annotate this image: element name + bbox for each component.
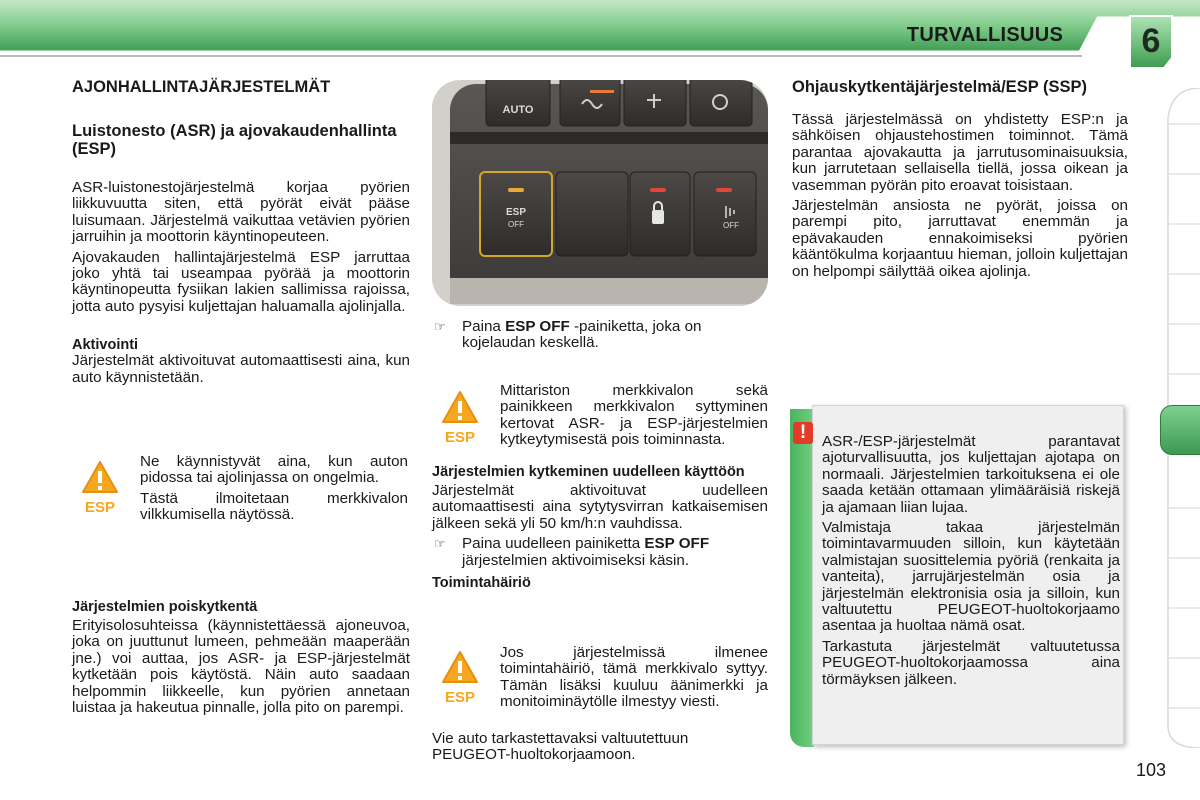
alert-text-block bbox=[822, 434, 1120, 692]
ssp-paragraph-2: Järjestelmän ansiosta ne pyörät, joissa on parempi pito, jarruttavat enemmän ja epävakauden ennakoimiseksi pyörien kääntökulma korjaantuu hieman, jolloin kuljettajan on helpompi säilyttää oikea ajolinja. bbox=[792, 197, 1128, 280]
fault-block bbox=[500, 645, 768, 715]
alert-paragraph-1: ASR-/ESP-järjestelmät parantavat ajoturvallisuutta, jos kuljettajan ajotapa on normaali. Järjestelmien tarkoituksena ei ole saada ketään ottamaan ylimääräisiä riskejä ja ajamaan liian lujaa. bbox=[822, 433, 1120, 516]
warn2-text: Mittariston merkkivalon sekä painikkeen merkkivalon syttyminen kertovat ASR- ja ESP-järjestelmien kytkeytymisestä pois toiminnasta. bbox=[500, 382, 768, 449]
warn1-text-2: Tästä ilmoitetaan merkkivalon vilkkumisella näytössä. bbox=[140, 489, 408, 524]
photo-esp-label: ESP bbox=[505, 207, 527, 218]
photo-sensor-off-label: OFF bbox=[723, 221, 739, 230]
esp-warning-icon bbox=[80, 458, 120, 518]
esp-warning-icon-2 bbox=[440, 388, 480, 448]
bullet2-text: Paina uudelleen painiketta ESP OFF järjestelmien aktivoimiseksi käsin. bbox=[462, 535, 710, 569]
svg-text:ESP: ESP bbox=[444, 429, 476, 446]
fault-text: Jos järjestelmissä ilmenee toimintahäiriö, tämä merkkivalo syttyy. Tämän lisäksi kuuluu äänimerkki ja monitoiminäytölle ilmestyy viesti. bbox=[500, 644, 768, 711]
warn2-block bbox=[500, 383, 768, 453]
right-column bbox=[792, 78, 1128, 284]
fault-after-block bbox=[432, 731, 768, 768]
side-tab-active[interactable] bbox=[1160, 405, 1200, 455]
esp-button-photo bbox=[432, 80, 768, 306]
alert-paragraph-3: Tarkastuta järjestelmät valtuutetussa PEUGEOT-huoltokorjaamossa aina törmäyksen jälkeen. bbox=[822, 637, 1120, 688]
reenable-text: Järjestelmät aktivoituvat uudelleen automaattisesti aina sytytysvirran katkaisemisen jälkeen sekä yli 50 km/h:n vauhdissa. bbox=[432, 482, 768, 532]
reenable-heading: Järjestelmien kytkeminen uudelleen käyttöön bbox=[432, 464, 745, 480]
svg-text:ESP: ESP bbox=[444, 689, 476, 706]
disable-heading: Järjestelmien poiskytkentä bbox=[72, 599, 258, 615]
activation-heading: Aktivointi bbox=[72, 337, 139, 354]
esp-warning-icon-3 bbox=[440, 648, 480, 708]
warn1-text: Ne käynnistyvät aina, kun auton pidossa tai ajolinjassa on ongelmia. bbox=[140, 453, 408, 487]
exclamation-icon: ! bbox=[793, 422, 813, 444]
disable-block bbox=[72, 599, 410, 720]
paragraph-asr: ASR-luistonestojärjestelmä korjaa pyörien liikkuvuutta siten, että pyörät eivät pääse luisumaan. Järjestelmä vaikuttaa vetävien pyörien jarruihin ja moottorin käyntinopeuteen. bbox=[72, 179, 410, 246]
bullet-press-esp bbox=[432, 319, 768, 352]
esp-icon-text: ESP bbox=[84, 499, 116, 516]
left-column bbox=[72, 78, 410, 390]
photo-off-label: OFF bbox=[508, 220, 524, 229]
chapter-number: 6 bbox=[1141, 22, 1161, 60]
pointer-icon: ☞ bbox=[434, 319, 446, 334]
chapter-title: TURVALLISUUS bbox=[906, 24, 1064, 46]
ssp-title: Ohjauskytkentäjärjestelmä/ESP (SSP) bbox=[792, 78, 1087, 96]
subsection-title: Luistonesto (ASR) ja ajovakaudenhallinta (ESP) bbox=[72, 122, 397, 158]
bullet-press-again bbox=[432, 536, 768, 569]
fault-heading: Toimintahäiriö bbox=[432, 575, 531, 592]
fault-after-text: Vie auto tarkastettavaksi valtuutettuun PEUGEOT-huoltokorjaamoon. bbox=[432, 730, 689, 764]
alert-paragraph-2: Valmistaja takaa järjestelmän toimintavarmuuden silloin, kun käytetään valmistajan suosittelemia pyöriä (renkaita ja vanteita), jarrujärjestelmän osia ja järjestelmän elektronisia osia ja silloin, kun valtuutettu PEUGEOT-huoltokorjaamo asentaa ja huoltaa nämä osat. bbox=[822, 519, 1120, 635]
activation-text: Järjestelmät aktivoituvat automaattisesti aina, kun auto käynnistetään. bbox=[72, 352, 410, 386]
ssp-paragraph-1: Tässä järjestelmässä on yhdistetty ESP:n ja sähköisen ohjaustehostimen toiminnot. Tämä parantaa ajovakautta ja jarrutusominaisuuksia, kun jarrutetaan sellaisella tiellä, jossa oikean ja vasemman pyörän pito eroavat toisistaan. bbox=[792, 111, 1128, 194]
auto-button-label: AUTO bbox=[502, 104, 534, 116]
disable-text: Erityisolosuhteissa (käynnistettäessä ajoneuvoa, joka on juuttunut lumeen, pehmeään maaperään jne.) voi auttaa, jos ASR- ja ESP-järjestelmät kytketään pois käytöstä. Näin auto saadaan helpommin liikkeelle, kun pyörien annetaan luistaa ja hakeutua pinnalle, jolla pito on parempi. bbox=[72, 617, 410, 717]
reenable-block bbox=[432, 464, 768, 591]
bullet1-text: Paina ESP OFF -painiketta, joka on kojelaudan keskellä. bbox=[462, 318, 702, 352]
page-number: 103 bbox=[1136, 760, 1167, 780]
paragraph-esp: Ajovakauden hallintajärjestelmä ESP jarruttaa joko yhtä tai useampaa pyörää ja moottorin käyntinopeutta fysiikan lakien sallimissa rajoissa, jotta auto pysyisi kuljettajan haluamalla ajolinjalla. bbox=[72, 248, 410, 315]
middle-column bbox=[432, 319, 768, 352]
section-title: AJONHALLINTAJÄRJESTELMÄT bbox=[72, 78, 331, 96]
alert-bar bbox=[790, 409, 814, 747]
pointer-icon: ☞ bbox=[434, 536, 446, 552]
warn1-block bbox=[140, 454, 408, 528]
